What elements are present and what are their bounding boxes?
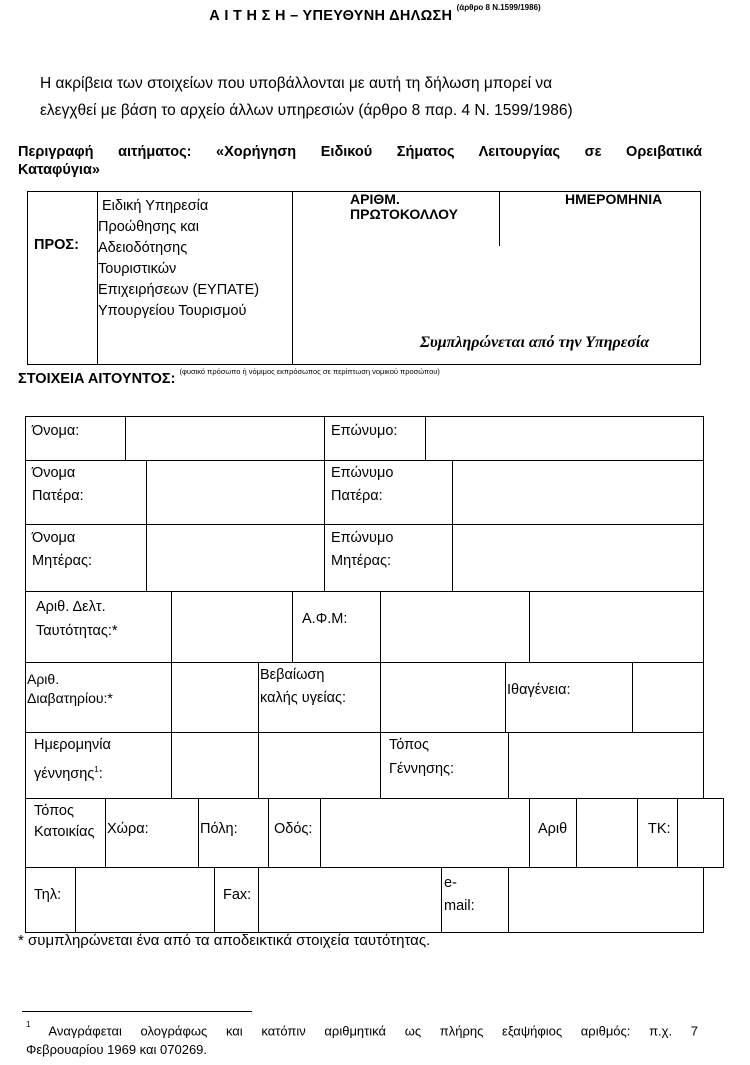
father-name-label-line-1: Όνομα	[32, 465, 76, 481]
street-field[interactable]	[322, 800, 528, 866]
father-surname-field[interactable]	[454, 462, 702, 523]
recipient-address	[98, 196, 291, 322]
birth-date-label-line-2: γέννησης	[34, 765, 95, 782]
residence-label-line-2: Κατοικίας	[34, 824, 95, 840]
birth-place-field[interactable]	[510, 734, 702, 797]
postal-code-field[interactable]	[679, 800, 722, 866]
fax-field[interactable]	[260, 869, 440, 931]
city-field[interactable]	[240, 800, 267, 866]
birth-date-colon: :	[98, 765, 103, 782]
father-name-field[interactable]	[148, 462, 323, 523]
health-label-line-1: Βεβαίωση	[260, 667, 325, 683]
mother-name-label-line-1: Όνομα	[32, 530, 76, 546]
street-label: Οδός:	[274, 821, 313, 837]
nationality-label: Ιθαγένεια:	[507, 682, 571, 698]
mother-surname-label-line-1: Επώνυμο	[331, 530, 394, 546]
city-label: Πόλη:	[200, 821, 238, 837]
mother-surname-label-line-2: Μητέρας:	[331, 553, 391, 569]
id-card-field[interactable]	[173, 593, 291, 661]
protocol-label-line-2: ΠΡΩΤΟΚΟΛΛΟΥ	[350, 206, 458, 222]
office-use-note: Συμπληρώνεται από την Υπηρεσία	[420, 334, 650, 351]
passport-label-line-1: Αριθ.	[27, 671, 60, 687]
birth-date-field[interactable]	[173, 734, 379, 797]
street-number-field[interactable]	[578, 800, 636, 866]
country-label: Χώρα:	[107, 821, 149, 837]
first-name-field[interactable]	[127, 418, 323, 459]
father-surname-label-line-2: Πατέρα:	[331, 488, 383, 504]
phone-label: Τηλ:	[34, 887, 62, 903]
footnote-mark: 1	[26, 1020, 31, 1029]
phone-field[interactable]	[77, 869, 213, 931]
id-card-label-line-1: Αριθ. Δελτ.	[36, 599, 106, 615]
health-certificate-label	[260, 665, 346, 709]
recipient-line-3: Αδειοδότησης	[98, 240, 188, 256]
last-name-field[interactable]	[427, 418, 702, 459]
protocol-number-label	[350, 192, 458, 222]
birth-place-label-line-1: Τόπος	[389, 737, 429, 753]
tax-id-field[interactable]	[382, 593, 528, 661]
protocol-label-line-1: ΑΡΙΘΜ.	[350, 191, 400, 207]
mother-surname-label	[331, 528, 393, 572]
recipient-line-6: Υπουργείου Τουρισμού	[98, 303, 247, 319]
health-label-line-2: καλής υγείας:	[260, 690, 347, 706]
to-label: ΠΡΟΣ:	[34, 237, 79, 253]
email-label-line-2: mail:	[444, 898, 475, 914]
residence-label-line-1: Τόπος	[34, 803, 74, 819]
birth-date-label-line-1: Ημερομηνία	[34, 737, 111, 753]
email-label	[444, 873, 475, 917]
request-line-2: Καταφύγια»	[18, 162, 100, 178]
passport-label-line-2: Διαβατηρίου:*	[27, 690, 113, 706]
email-field[interactable]	[510, 869, 702, 931]
footnote-line-1: Αναγράφεται ολογράφως και κατόπιν αριθμητικά ως πλήρης εξαψήφιος αριθμός: π.χ. 7	[48, 1023, 698, 1039]
id-card-label-line-2: Ταυτότητας:*	[36, 623, 118, 639]
email-label-line-1: e-	[444, 875, 457, 891]
recipient-line-2: Προώθησης και	[98, 219, 199, 235]
last-name-label: Επώνυμο:	[331, 423, 398, 439]
id-card-label	[36, 597, 118, 642]
father-name-label	[32, 463, 84, 507]
country-field[interactable]	[150, 800, 197, 866]
fax-label: Fax:	[223, 887, 252, 903]
date-label: ΗΜΕΡΟΜΗΝΙΑ	[565, 191, 663, 207]
birth-date-label	[34, 735, 111, 785]
tax-id-label: Α.Φ.Μ:	[302, 611, 348, 627]
mother-name-label-line-2: Μητέρας:	[32, 553, 92, 569]
mother-name-field[interactable]	[148, 526, 323, 590]
residence-label	[34, 801, 95, 843]
mother-surname-field[interactable]	[454, 526, 702, 590]
title-text: Α Ι Τ Η Σ Η – ΥΠΕΥΘΥΝΗ ΔΗΛΩΣΗ	[209, 7, 453, 24]
first-name-label: Όνομα:	[32, 423, 80, 439]
applicant-section-label: ΣΤΟΙΧΕΙΑ ΑΙΤΟΥΝΤΟΣ:	[18, 370, 176, 387]
protocol-number-field[interactable]	[300, 226, 495, 244]
intro-line-2: ελεγχθεί με βάση το αρχείο άλλων υπηρεσιών (άρθρο 8 παρ. 4 Ν. 1599/1986)	[40, 102, 573, 119]
recipient-line-4: Τουριστικών	[98, 261, 177, 277]
date-field[interactable]	[504, 210, 696, 244]
postal-code-label: ΤΚ:	[648, 821, 671, 837]
father-name-label-line-2: Πατέρα:	[32, 488, 84, 504]
father-surname-label-line-1: Επώνυμο	[331, 465, 394, 481]
mother-name-label	[32, 528, 92, 572]
nationality-field[interactable]	[634, 664, 702, 731]
recipient-line-5: Επιχειρήσεων (ΕΥΠΑΤΕ)	[98, 282, 260, 298]
footnote	[26, 1018, 698, 1059]
id-requirement-note: * συμπληρώνεται ένα από τα αποδεικτικά στοιχεία ταυτότητας.	[18, 932, 431, 949]
birth-place-label-line-2: Γέννησης:	[389, 761, 455, 777]
intro-line-1: Η ακρίβεια των στοιχείων που υποβάλλονται με αυτή τη δήλωση μπορεί να	[40, 75, 553, 92]
birth-date-footnote-mark: 1	[94, 765, 99, 774]
number-label: Αριθ	[538, 821, 568, 837]
applicant-section-note: (φυσικό πρόσωπο ή νόμιμος εκπρόσωπος σε περίπτωση νομικού προσώπου)	[179, 367, 440, 376]
title-law-note: (άρθρο 8 Ν.1599/1986)	[456, 3, 541, 12]
birth-place-label	[389, 735, 454, 780]
footnote-line-2: Φεβρουαρίου 1969 και 070269.	[26, 1042, 208, 1058]
passport-label	[27, 670, 113, 708]
recipient-line-1: Ειδική Υπηρεσία	[102, 198, 209, 214]
request-line-1: Περιγραφή αιτήματος: «Χορήγηση Ειδικού Σήματος Λειτουργίας σε Ορειβατικά	[18, 144, 702, 160]
passport-field[interactable]	[173, 664, 257, 731]
father-surname-label	[331, 463, 393, 507]
applicant-section-title	[18, 367, 440, 387]
health-certificate-field[interactable]	[382, 664, 504, 731]
